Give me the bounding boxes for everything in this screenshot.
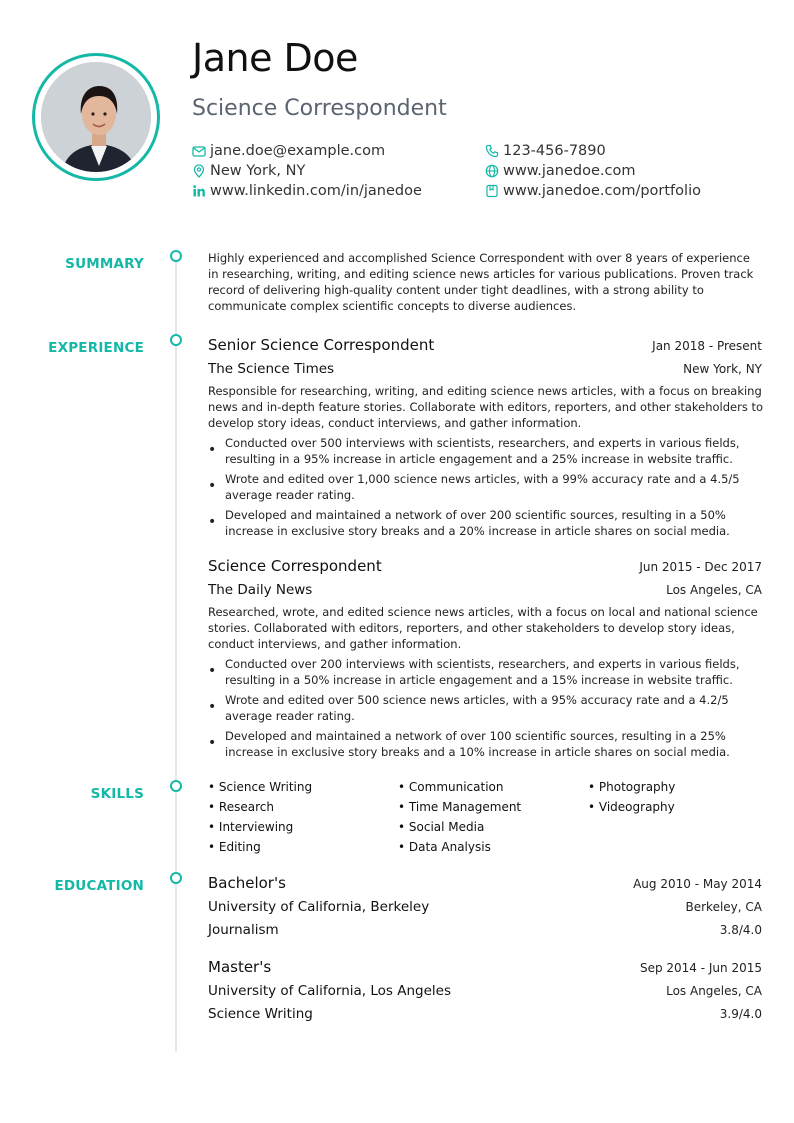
- email-contact[interactable]: [192, 143, 385, 159]
- school-location: Los Angeles, CA: [666, 984, 762, 998]
- job-location: Los Angeles, CA: [666, 583, 762, 597]
- portfolio-icon: [485, 184, 499, 198]
- bullet-icon: •: [208, 699, 217, 715]
- skill-item: • Social Media: [398, 820, 485, 834]
- experience-header: [208, 557, 762, 575]
- job-title: Science Correspondent: [208, 557, 382, 575]
- list-item: [208, 728, 764, 760]
- bullet-icon: •: [208, 514, 217, 530]
- school-name: University of California, Los Angeles: [208, 983, 452, 999]
- list-item: [208, 471, 764, 503]
- list-item: [208, 507, 764, 539]
- summary-text: Highly experienced and accomplished Science Correspondent with over 8 years of experience in researching, writing, and editing science news articles for various publications. Proven track record of delivering high-quality content under tight deadlines, with a strong ability to communicate complex scientific concepts to diverse audiences.: [208, 251, 754, 313]
- phone-contact[interactable]: [485, 143, 606, 159]
- experience-subheader: [208, 361, 762, 377]
- section-label-skills: SKILLS: [90, 786, 144, 802]
- globe-icon: [485, 164, 499, 178]
- job-dates: Jun 2015 - Dec 2017: [639, 560, 762, 574]
- bullet-text: Wrote and edited over 1,000 science news articles, with a 99% accuracy rate and a 4.5/5 average reader rating.: [225, 472, 740, 502]
- skill-item: • Interviewing: [208, 820, 294, 834]
- mail-icon: [192, 144, 206, 158]
- education-field-row: [208, 1006, 762, 1022]
- location-contact: [192, 163, 305, 179]
- job-description: Responsible for researching, writing, and editing science news articles, with a focus on breaking news and in-depth feature stories. Collaborate with editors, reporters, and other stakeholders to develop story ideas, conduct interviews, and gather information.: [208, 384, 764, 430]
- job-description: Researched, wrote, and edited science news articles, with a focus on local and national science stories. Collaborated with editors, reporters, and other stakeholders to develop story ideas, conduct interviews, and gather information.: [208, 605, 758, 651]
- experience-subheader: [208, 582, 762, 598]
- education-school-row: [208, 983, 762, 999]
- bullet-text: Developed and maintained a network of over 100 scientific sources, resulting in a 25% increase in exclusive story breaks and a 10% increase in article shares on social media.: [225, 729, 730, 759]
- phone-icon: [485, 144, 499, 158]
- school-name: University of California, Berkeley: [208, 899, 430, 915]
- linkedin-text[interactable]: www.linkedin.com/in/janedoe: [210, 183, 422, 199]
- portrait-illustration: [41, 62, 151, 172]
- skill-item: • Science Writing: [208, 780, 313, 794]
- timeline-dot-experience: [170, 334, 182, 346]
- section-label-summary: SUMMARY: [65, 256, 144, 272]
- gpa: 3.9/4.0: [719, 1007, 762, 1021]
- job-dates: Jan 2018 - Present: [652, 339, 762, 353]
- education-school-row: [208, 899, 762, 915]
- list-item: [208, 692, 764, 724]
- bullet-icon: •: [208, 663, 217, 679]
- map-pin-icon: [192, 164, 206, 178]
- bullet-icon: •: [208, 442, 217, 458]
- linkedin-contact[interactable]: [192, 183, 422, 199]
- education-header: [208, 958, 762, 976]
- timeline-line: [175, 256, 177, 1052]
- bullet-icon: •: [208, 735, 217, 751]
- degree-name: Master's: [208, 958, 272, 976]
- company-name: The Daily News: [208, 582, 313, 598]
- skill-item: • Research: [208, 800, 274, 814]
- location-text: New York, NY: [210, 163, 306, 179]
- gpa: 3.8/4.0: [719, 923, 762, 937]
- timeline-dot-education: [170, 872, 182, 884]
- portfolio-contact[interactable]: [485, 183, 701, 199]
- portfolio-text[interactable]: www.janedoe.com/portfolio: [503, 183, 701, 199]
- bullet-text: Conducted over 500 interviews with scientists, researchers, and experts in various fields, resulting in a 95% increase in article engagement and a 25% increase in website traffic.: [225, 436, 740, 466]
- job-location: New York, NY: [683, 362, 762, 376]
- bullet-icon: •: [208, 478, 217, 494]
- profile-photo-ring: [32, 53, 160, 181]
- field-of-study: Journalism: [208, 922, 279, 938]
- profile-photo: [41, 62, 151, 172]
- list-item: [208, 656, 764, 688]
- timeline-dot-skills: [170, 780, 182, 792]
- section-label-education: EDUCATION: [54, 878, 144, 894]
- email-text[interactable]: jane.doe@example.com: [210, 143, 386, 159]
- website-contact[interactable]: [485, 163, 635, 179]
- linkedin-icon: [192, 184, 206, 198]
- bullet-text: Wrote and edited over 500 science news articles, with a 95% accuracy rate and a 4.2/5 average reader rating.: [225, 693, 729, 723]
- list-item: [208, 435, 764, 467]
- section-label-experience: EXPERIENCE: [48, 340, 144, 356]
- skill-item: • Communication: [398, 780, 504, 794]
- skill-item: • Data Analysis: [398, 840, 491, 854]
- education-header: [208, 874, 762, 892]
- education-dates: Sep 2014 - Jun 2015: [639, 961, 762, 975]
- bullet-text: Developed and maintained a network of over 200 scientific sources, resulting in a 50% increase in exclusive story breaks and a 20% increase in article shares on social media.: [225, 508, 730, 538]
- experience-header: [208, 336, 762, 354]
- skill-item: • Editing: [208, 840, 261, 854]
- skill-item: • Photography: [588, 780, 676, 794]
- degree-name: Bachelor's: [208, 874, 286, 892]
- phone-text[interactable]: 123-456-7890: [503, 143, 606, 159]
- skill-item: • Videography: [588, 800, 675, 814]
- bullet-text: Conducted over 200 interviews with scientists, researchers, and experts in various fields, resulting in a 50% increase in article engagement and a 15% increase in website traffic.: [225, 657, 740, 687]
- candidate-title: Science Correspondent: [192, 96, 447, 121]
- education-dates: Aug 2010 - May 2014: [633, 877, 762, 891]
- timeline-dot-summary: [170, 250, 182, 262]
- candidate-name: Jane Doe: [192, 36, 358, 80]
- website-text[interactable]: www.janedoe.com: [503, 163, 636, 179]
- field-of-study: Science Writing: [208, 1006, 313, 1022]
- skill-item: • Time Management: [398, 800, 522, 814]
- company-name: The Science Times: [208, 361, 335, 377]
- education-field-row: [208, 922, 762, 938]
- school-location: Berkeley, CA: [685, 900, 762, 914]
- job-title: Senior Science Correspondent: [208, 336, 435, 354]
